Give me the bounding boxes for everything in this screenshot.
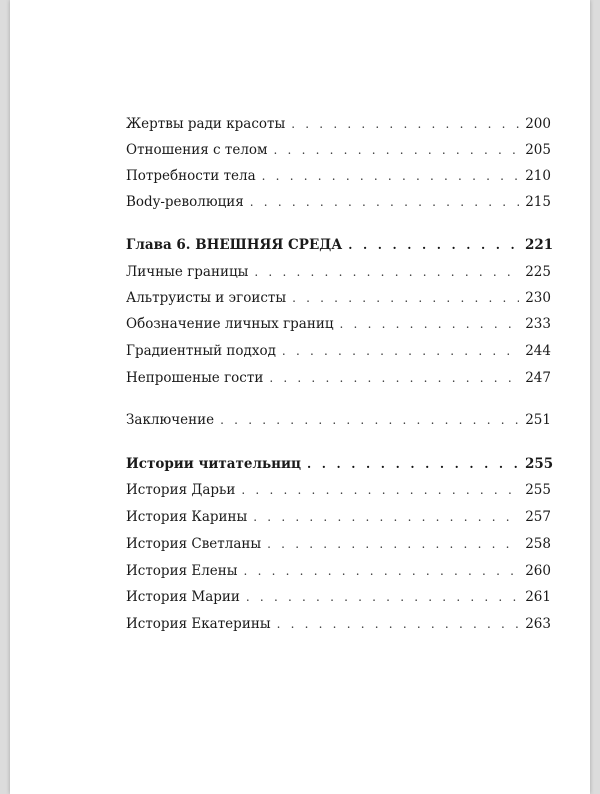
toc-entry-title: История Дарьи (126, 482, 236, 498)
toc-entry-page: 221 (525, 237, 554, 253)
toc-entry (126, 367, 551, 389)
toc-entry (126, 313, 551, 335)
toc-entry-title: История Екатерины (126, 616, 271, 632)
toc-entry (126, 479, 551, 501)
toc-entry-page: 233 (525, 316, 551, 332)
toc-entry-page: 215 (525, 194, 551, 210)
dot-leader (269, 367, 519, 389)
toc-entry-title: История Светланы (126, 536, 262, 552)
dot-leader (241, 479, 519, 501)
toc-entry-page: 200 (525, 116, 551, 132)
toc-entry-title: Истории читательниц (126, 456, 302, 472)
dot-leader (246, 586, 519, 608)
dot-leader (291, 113, 519, 135)
toc-entry-title: История Елены (126, 563, 238, 579)
toc-entry-title: Альтруисты и эгоисты (126, 290, 287, 306)
toc-entry (126, 287, 551, 309)
toc-entry-page: 263 (525, 616, 551, 632)
toc-entry-title: Body-революция (126, 194, 244, 210)
toc-entry-page: 210 (525, 168, 551, 184)
toc-entry (126, 165, 551, 187)
toc-entry (126, 409, 551, 431)
toc-entry-title: Жертвы ради красоты (126, 116, 286, 132)
toc-entry-page: 230 (525, 290, 551, 306)
toc-entry (126, 533, 551, 555)
toc-entry (126, 586, 551, 608)
toc-entry-page: 257 (525, 509, 551, 525)
toc-entry (126, 340, 551, 362)
dot-leader (292, 287, 519, 309)
toc-entry-page: 255 (525, 456, 554, 472)
dot-leader (282, 340, 519, 362)
toc-chapter-entry (126, 234, 554, 256)
toc-entry-title: История Марии (126, 589, 240, 605)
toc-entry-page: 258 (525, 536, 551, 552)
toc-entry-page: 205 (525, 142, 551, 158)
dot-leader (307, 453, 519, 475)
toc-section-entry (126, 453, 554, 475)
toc-entry-page: 251 (525, 412, 551, 428)
dot-leader (348, 234, 519, 256)
toc-entry-title: Градиентный подход (126, 343, 276, 359)
dot-leader (340, 313, 519, 335)
toc-entry-title: Личные границы (126, 264, 249, 280)
book-page (10, 0, 590, 794)
dot-leader (253, 506, 519, 528)
dot-leader (277, 613, 519, 635)
toc-entry (126, 560, 551, 582)
toc-entry (126, 191, 551, 213)
toc-entry-title: Обозначение личных границ (126, 316, 334, 332)
dot-leader (244, 560, 519, 582)
toc-entry-page: 225 (525, 264, 551, 280)
toc-entry-title: Потребности тела (126, 168, 256, 184)
dot-leader (254, 261, 519, 283)
toc-entry-page: 261 (525, 589, 551, 605)
toc-entry (126, 113, 551, 135)
toc-entry-title: История Карины (126, 509, 248, 525)
dot-leader (274, 139, 519, 161)
toc-entry (126, 506, 551, 528)
toc-entry-title: Заключение (126, 412, 215, 428)
toc-entry-page: 260 (525, 563, 551, 579)
dot-leader (262, 165, 519, 187)
toc-entry-title: Непрошеные гости (126, 370, 264, 386)
toc-entry-page: 244 (525, 343, 551, 359)
dot-leader (267, 533, 519, 555)
dot-leader (250, 191, 519, 213)
dot-leader (220, 409, 519, 431)
toc-entry-title: Отношения с телом (126, 142, 268, 158)
toc-entry (126, 613, 551, 635)
toc-entry-page: 247 (525, 370, 551, 386)
toc-entry-title: Глава 6. ВНЕШНЯЯ СРЕДА (126, 237, 343, 253)
toc-entry-page: 255 (525, 482, 551, 498)
toc-entry (126, 139, 551, 161)
toc-entry (126, 261, 551, 283)
